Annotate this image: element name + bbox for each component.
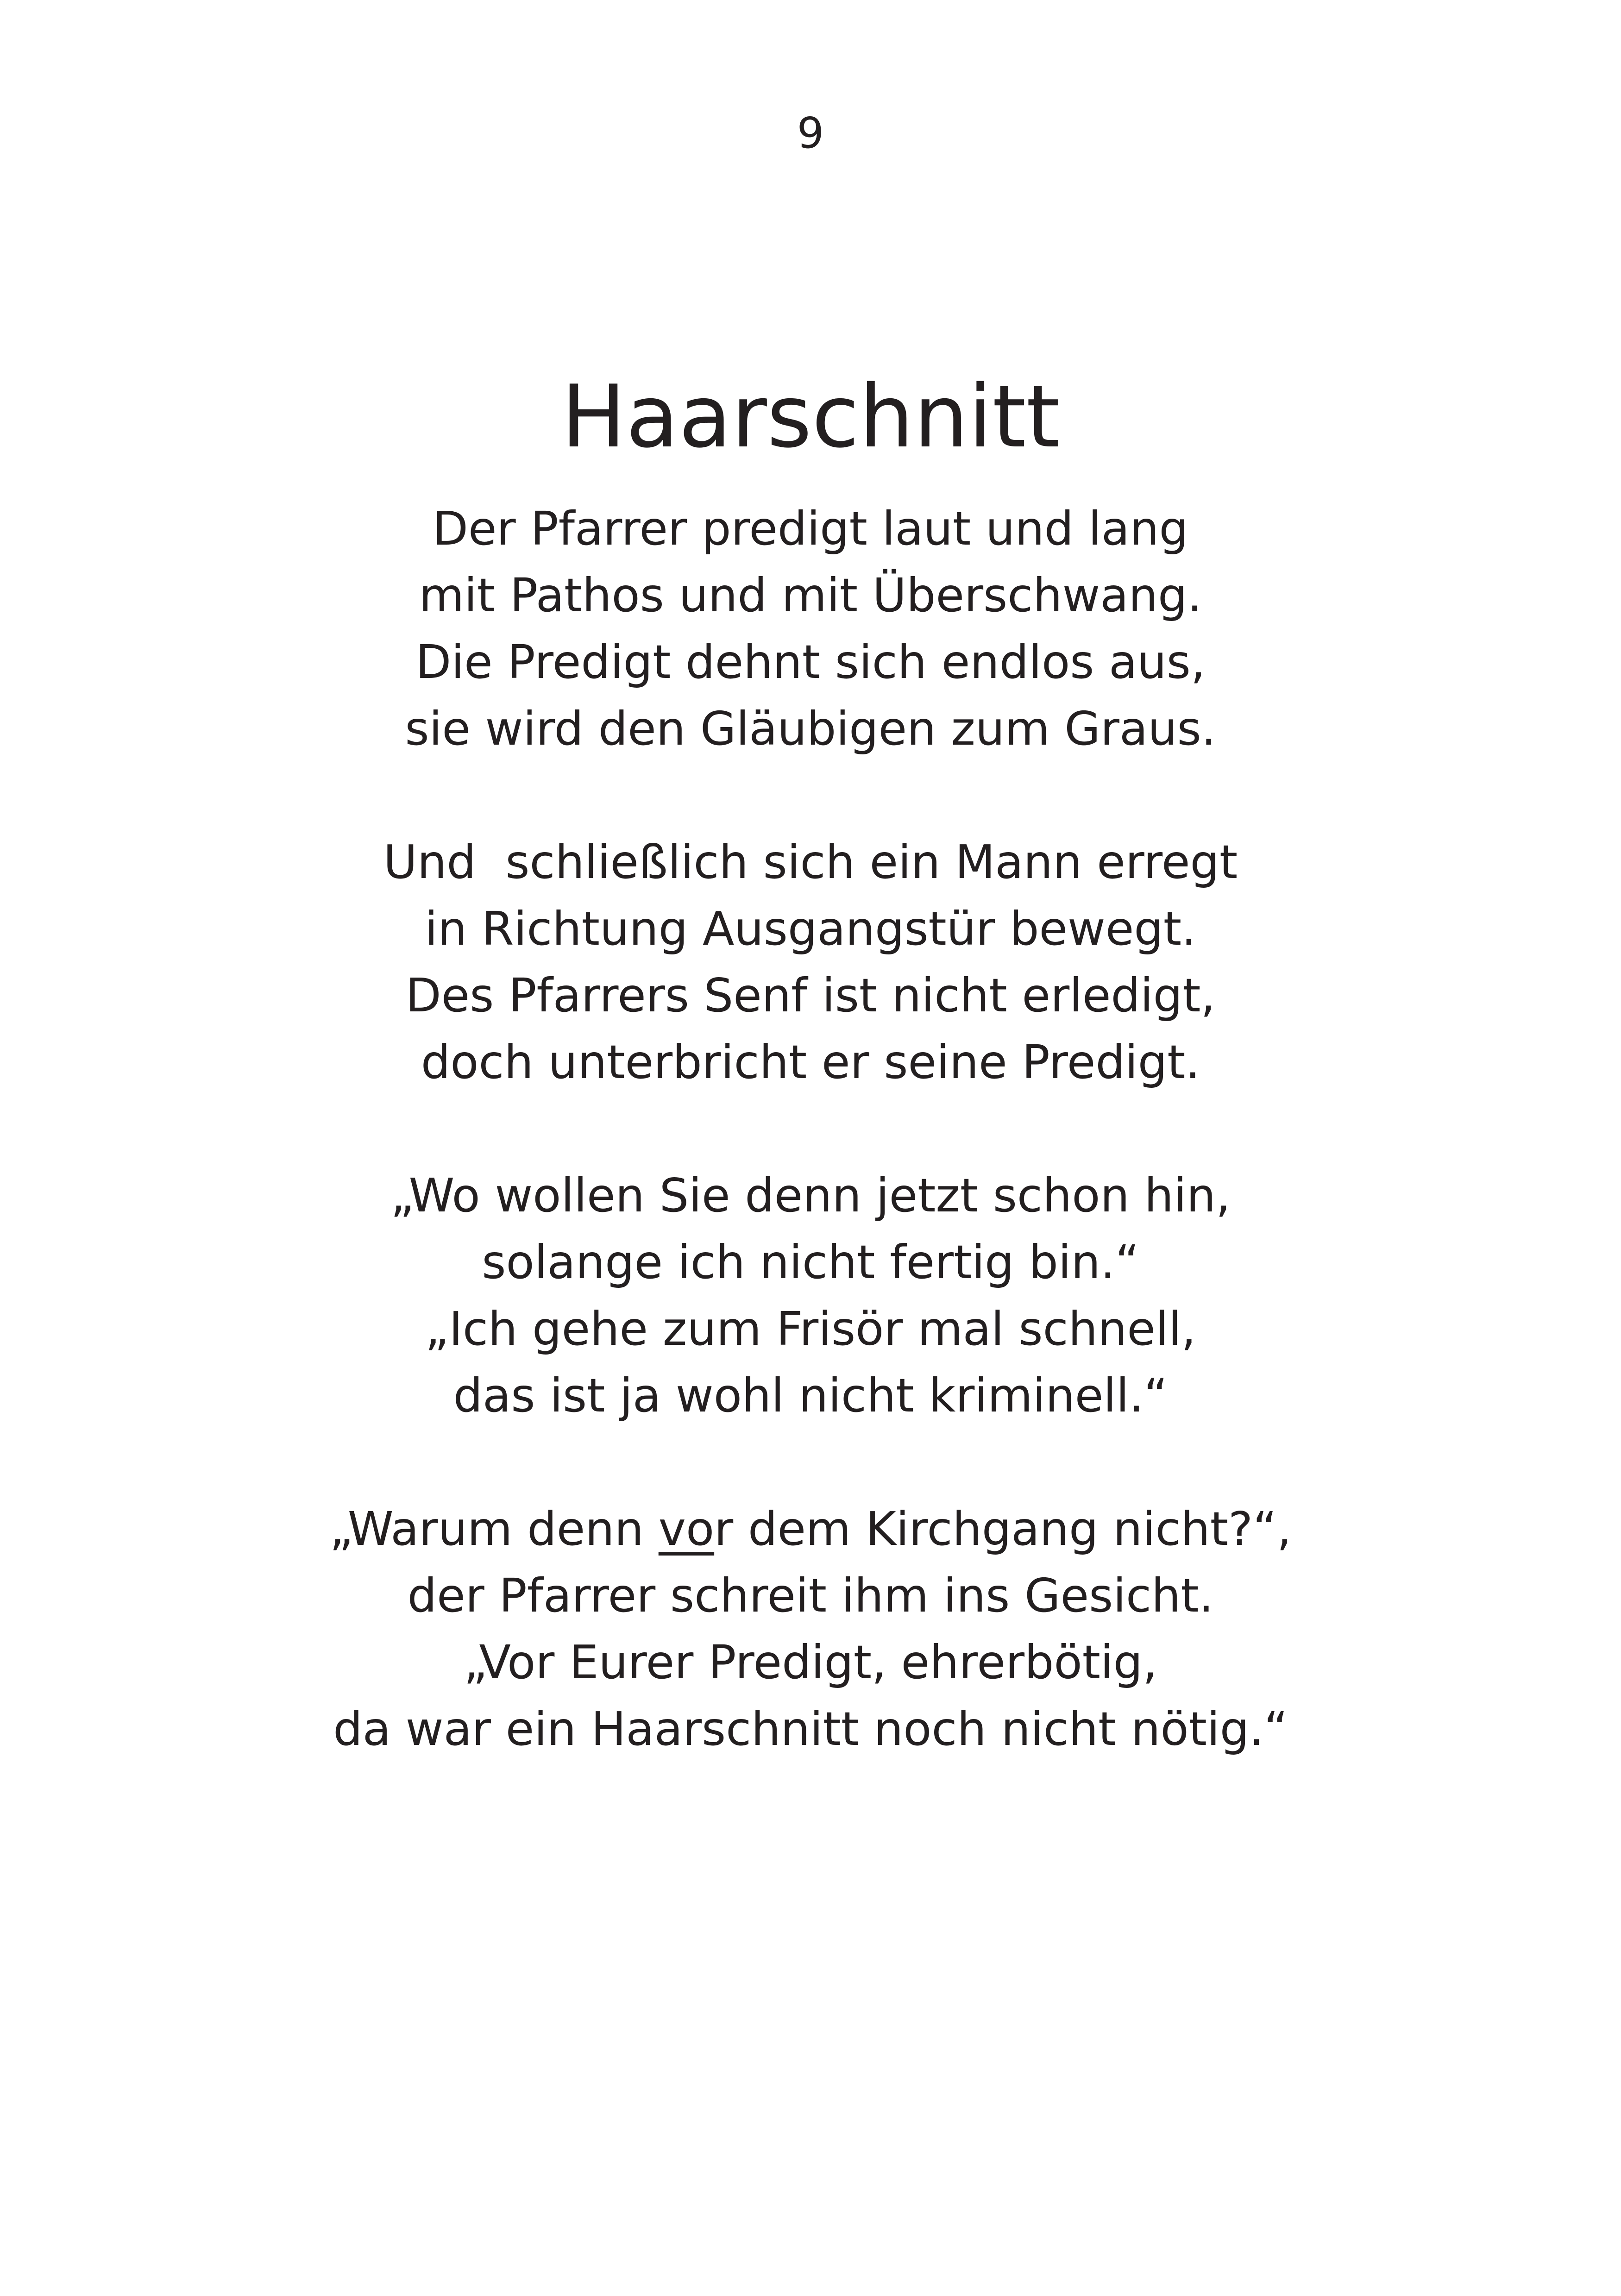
verse-line: doch unterbricht er seine Predigt. (421, 1035, 1200, 1089)
verse-line: in Richtung Ausgangstür bewegt. (425, 902, 1196, 956)
verse-line: Die Predigt dehnt sich endlos aus, (415, 635, 1206, 689)
verse-segment: „Warum denn (329, 1502, 659, 1556)
verse-line: das ist ja wohl nicht kriminell.“ (453, 1368, 1168, 1423)
verse-line: der Pfarrer schreit ihm ins Gesicht. (407, 1568, 1214, 1623)
verse-line: Und schließlich sich ein Mann erregt (383, 835, 1238, 889)
verse-line: „Ich gehe zum Frisör mal schnell, (425, 1302, 1196, 1356)
underlined-emphasis: vo (658, 1502, 715, 1556)
verse-line: sie wird den Gläubigen zum Graus. (405, 702, 1216, 756)
stanza-4 (0, 1496, 1621, 1763)
page-number: 9 (797, 108, 824, 158)
verse-segment: r dem Kirchgang nicht?“, (714, 1502, 1292, 1556)
verse-line: „Wo wollen Sie denn jetzt schon hin, (390, 1168, 1231, 1223)
verse-line: solange ich nicht fertig bin.“ (482, 1235, 1139, 1289)
stanza-2 (0, 829, 1621, 1096)
verse-line: Der Pfarrer predigt laut und lang (433, 502, 1188, 556)
poem-title: Haarschnitt (561, 366, 1060, 467)
stanza-1 (0, 496, 1621, 762)
verse-line (0, 1496, 1621, 1562)
verse-line: „Vor Eurer Predigt, ehrerbötig, (464, 1635, 1157, 1689)
verse-line: da war ein Haarschnitt noch nicht nötig.“ (333, 1702, 1288, 1756)
verse-line: Des Pfarrers Senf ist nicht erledigt, (405, 968, 1216, 1023)
stanza-3 (0, 1162, 1621, 1429)
poem-body (0, 496, 1621, 1829)
verse-line: mit Pathos und mit Überschwang. (419, 568, 1202, 622)
